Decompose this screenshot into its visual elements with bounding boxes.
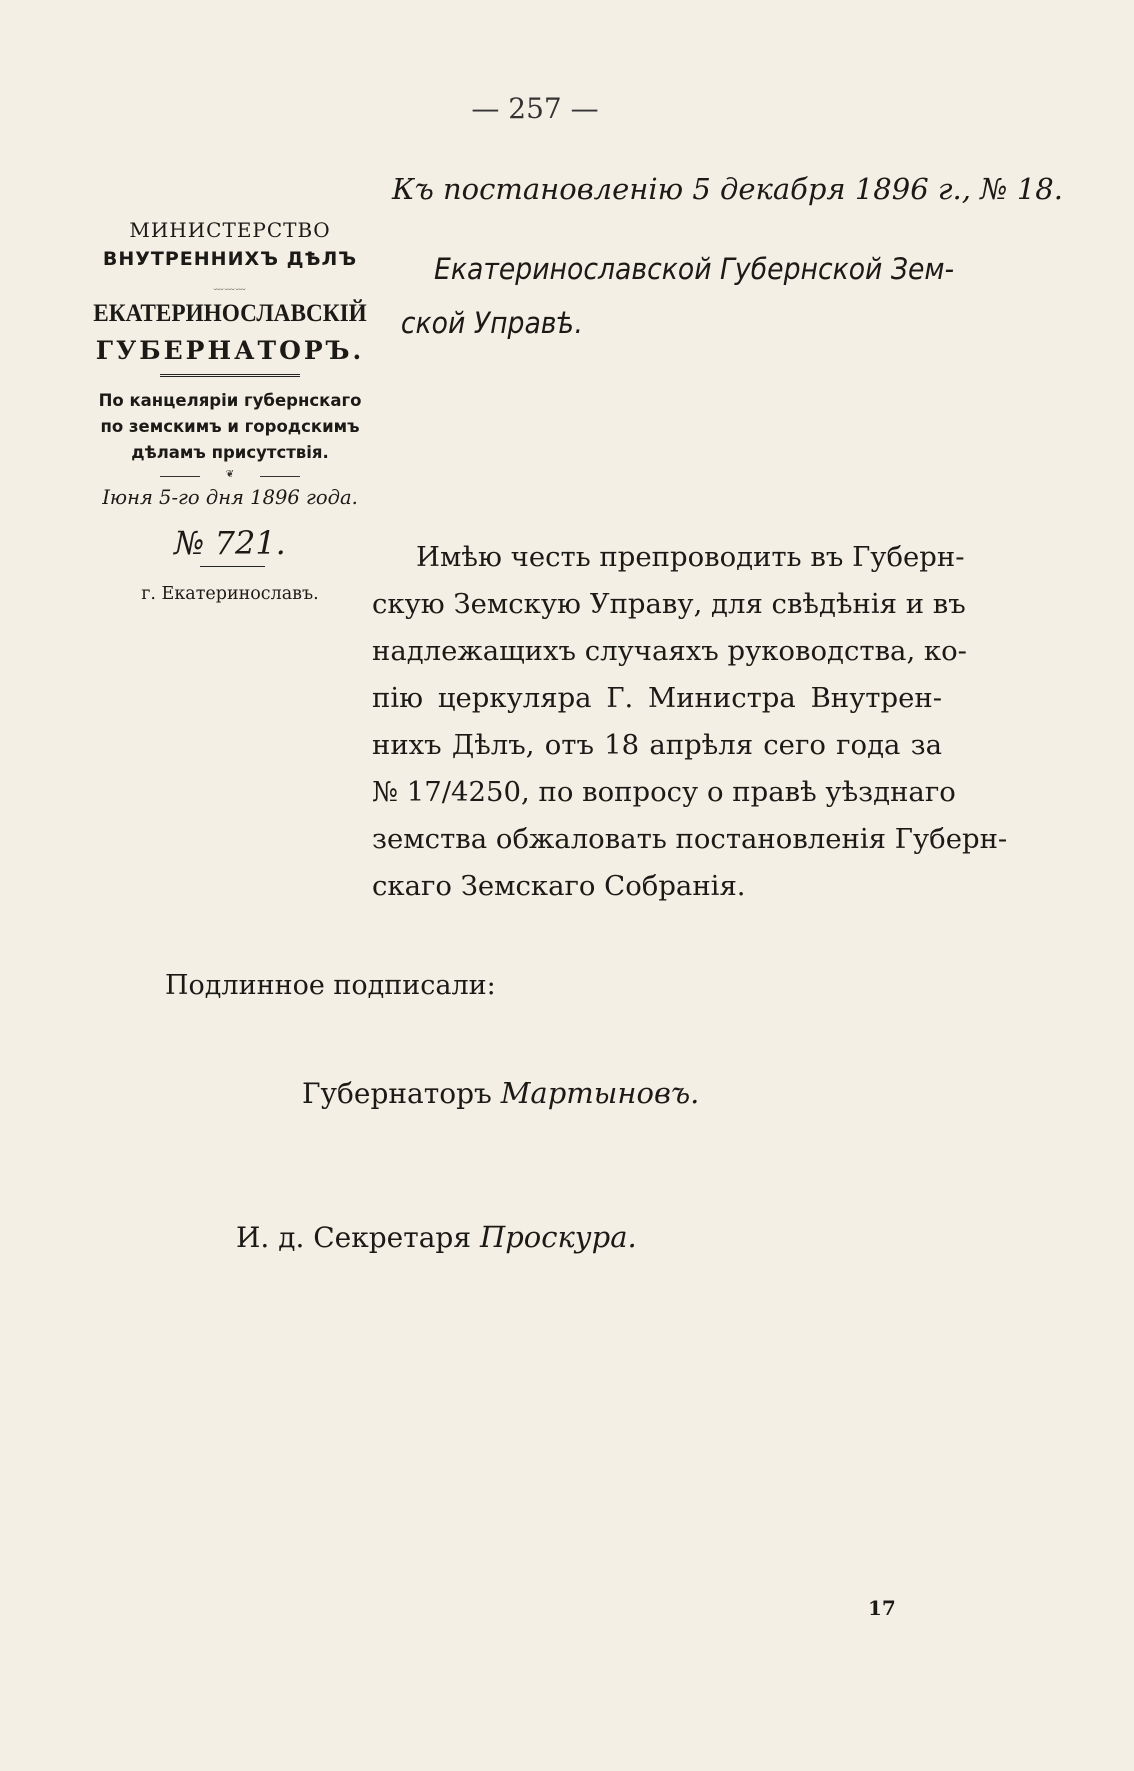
office-line-2: по земскимъ и городскимъ xyxy=(100,417,360,436)
letterhead-province: ЕКАТЕРИНОСЛАВСКІЙ xyxy=(93,300,367,327)
office-line-1: По канцеляріи губернскаго xyxy=(98,391,362,410)
secretary-name: Проскура. xyxy=(479,1220,637,1254)
resolution-reference: Къ постановленію 5 декабря 1896 г., № 18. xyxy=(392,172,1063,206)
secretary-signature xyxy=(236,1220,637,1254)
office-line-3: дѣламъ присутствія. xyxy=(131,443,329,462)
letter-number: № 721. xyxy=(174,524,286,562)
governor-title: Губернаторъ xyxy=(302,1077,492,1110)
addressee-line-1: Екатеринославской Губернской Зем- xyxy=(434,252,955,286)
secretary-title: И. д. Секретаря xyxy=(236,1221,472,1254)
letterhead-governor-title: ГУБЕРНАТОРЪ. xyxy=(95,336,365,365)
addressee-line-2: ской Управѣ. xyxy=(400,306,583,340)
addressee xyxy=(400,242,955,350)
letter-body xyxy=(372,534,1008,910)
letter-city: г. Екатеринославъ. xyxy=(141,584,319,604)
sheet-number: 17 xyxy=(868,1596,896,1620)
body-line: № 17/4250, по вопросу о правѣ уѣзднаго xyxy=(372,776,956,808)
body-line: нихъ Дѣлъ, отъ 18 апрѣля сего года за xyxy=(372,729,942,761)
body-line: Имѣю честь препроводить въ Губерн- xyxy=(416,541,965,573)
body-line: надлежащихъ случаяхъ руководства, ко- xyxy=(372,635,967,667)
letterhead-office xyxy=(60,388,400,466)
letterhead-ornament: ﹏﹏﹏ xyxy=(213,281,247,292)
letter-date: Іюня 5-го дня 1896 года. xyxy=(102,486,358,509)
body-line: скаго Земскаго Собранія. xyxy=(372,870,746,902)
body-line: скую Земскую Управу, для свѣдѣнія и въ xyxy=(372,588,966,620)
governor-name: Мартыновъ. xyxy=(500,1076,700,1110)
letterhead-divider xyxy=(160,374,300,377)
signed-label: Подлинное подписали: xyxy=(165,970,496,1001)
letterhead-ornament-divider: ❦ xyxy=(160,469,300,480)
letterhead-ministry: МИНИСТЕРСТВО xyxy=(129,218,331,242)
page-number: — 257 — xyxy=(471,92,599,125)
letter-number-underline xyxy=(200,566,265,567)
governor-signature xyxy=(302,1076,699,1110)
body-line: пію церкуляра Г. Министра Внутрен- xyxy=(372,682,942,714)
letterhead-internal-affairs: ВНУТРЕННИХЪ ДѢЛЪ xyxy=(102,248,358,270)
body-line: земства обжаловать постановленія Губерн- xyxy=(372,823,1008,855)
